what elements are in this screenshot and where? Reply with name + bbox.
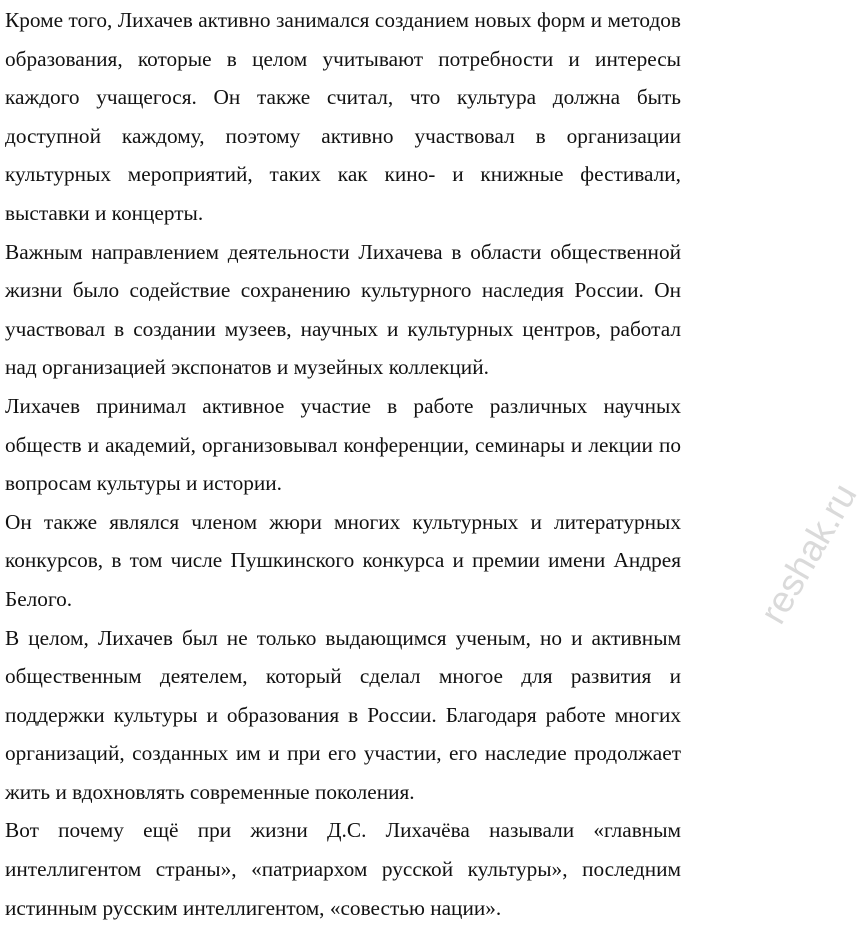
- paragraph-3: Лихачев принимал активное участие в работе различных научных обществ и академий, организовывал конференции, семинары и лекции по вопросам культуры и истории.: [5, 393, 681, 496]
- paragraph-4: Он также являлся членом жюри многих культурных и литературных конкурсов, в том числе Пушкинского конкурса и премии имени Андрея Белого.: [5, 509, 681, 611]
- paragraph-1: Кроме того, Лихачев активно занимался созданием новых форм и методов образования, которые в целом учитывают потребности и интересы каждого учащегося. Он также считал, что культура должна быть доступной каждому, поэтому активно участвовал в организации культурных мероприятий, таких как кино- и книжные фестивали, выставки и концерты.: [5, 8, 681, 225]
- document-page: [5, 0, 681, 927]
- watermark: reshak.ru: [752, 476, 865, 631]
- paragraph-2: Важным направлением деятельности Лихачева в области общественной жизни было содействие сохранению культурного наследия России. Он участвовал в создании музеев, научных и культурных центров, работал над организацией экспонатов и музейных коллекций.: [5, 239, 681, 380]
- paragraph-5: В целом, Лихачев был не только выдающимся ученым, но и активным общественным деятелем, который сделал многое для развития и поддержки культуры и образования в России. Благодаря работе многих организаций, созданных им и при его участии, его наследие продолжает жить и вдохновлять современные поколения.: [5, 625, 681, 804]
- paragraph-6: Вот почему ещё при жизни Д.С. Лихачёва называли «главным интеллигентом страны», «патриархом русской культуры», последним истинным русским интеллигентом, «совестью нации».: [5, 818, 681, 920]
